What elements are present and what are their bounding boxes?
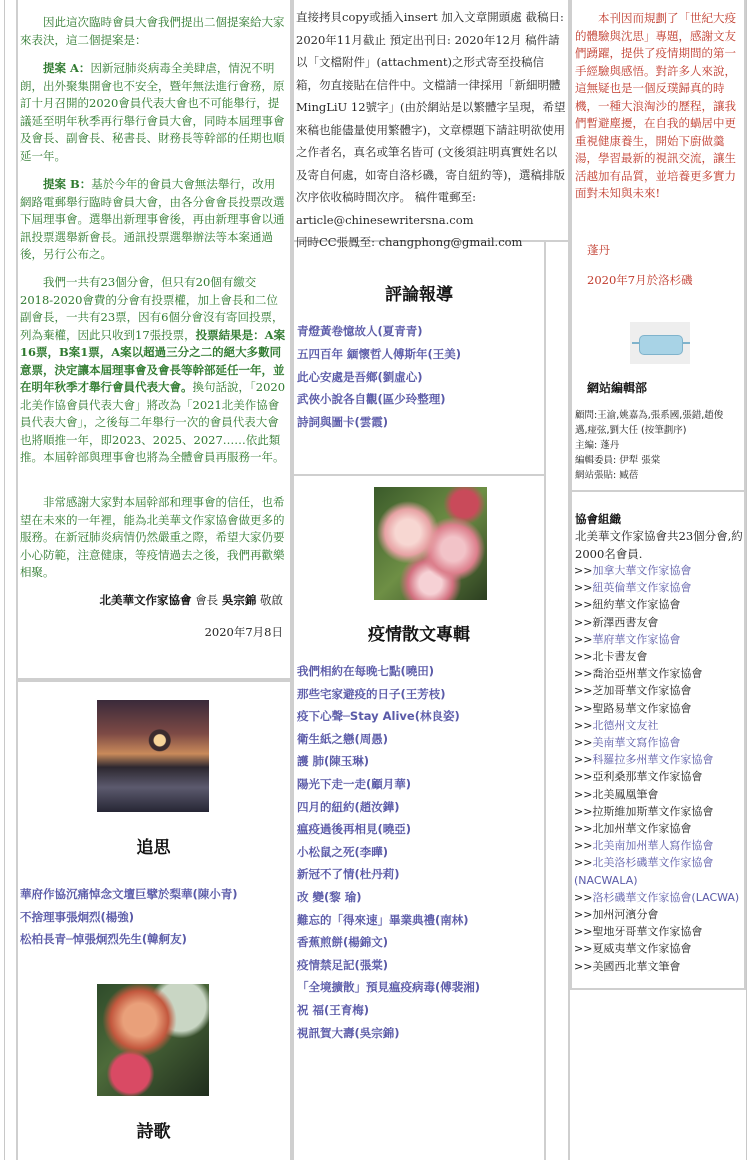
staff-line: 主編: 蓬丹 xyxy=(575,440,620,451)
epidemic-link[interactable]: 小松鼠之死(李曄) xyxy=(297,844,389,859)
vote-intro: 我們一共有23個分會，但只有20個有繳交2018-2020會費的分會有投票權，加上會長和二位副會長，一共有23票，因有6個分會沒有寄回投票，列為棄權，因此只收到17張投票， xyxy=(20,275,284,342)
epidemic-link[interactable]: 改 變(黎 瑜) xyxy=(297,889,362,904)
epidemic-link[interactable]: 「全境擴散」預見瘟疫病毒(傅裴湘) xyxy=(297,980,481,995)
review-link[interactable]: 武俠小說各自觀(區少玲整理) xyxy=(297,392,446,407)
gutter-box xyxy=(545,240,570,1160)
flower-image[interactable] xyxy=(374,487,487,600)
memorial-links xyxy=(20,886,238,954)
memorial-link[interactable]: 松柏長青─悼張炯烈先生(韓舸友) xyxy=(20,932,187,946)
epidemic-link[interactable]: 護 肺(陳玉琳) xyxy=(297,754,370,769)
staff-line: 編輯委員: 伊犁 張棠 xyxy=(575,455,661,466)
org-arrow: >> xyxy=(574,650,593,664)
org-name: 喬治亞州華文作家協會 xyxy=(592,667,703,681)
org-arrow: >> xyxy=(574,684,593,698)
submission-instructions: 直接拷貝copy或插入insert 加入文章開頭處 截稿日: 2020年11月截止 預定出刊日: 2020年12月 稿件請以「文檔附件」(attachment)之形式寄至投稿信箱，勿直接貼在信件中。文檔請一律採用「新細明體 MingLiU 12號字」(由於網站是以繁體字呈現，希望來稿也能儘量使用繁體字)，文章標題下請註明欲使用之作者名，真名或筆名皆可 (文後須註明真實姓名以及寄自何處，如寄自洛杉磯，寄自紐約等)，選稿排版次序依收稿時間次序。 稿件電郵至: article@chinesewritersna.com xyxy=(296,10,566,227)
intro-paragraph: 因此這次臨時會員大會我們提出二個提案給大家來表決，這二個提案是： xyxy=(20,15,285,47)
org-arrow: >> xyxy=(574,839,593,853)
org-title: 協會組織 xyxy=(575,512,621,526)
org-description: 北美華文作家協會共23個分會,約2000名會員. xyxy=(575,529,743,561)
org-name[interactable]: 加拿大華文作家協會 xyxy=(592,564,692,577)
org-item xyxy=(574,768,746,785)
org-item xyxy=(574,820,746,837)
proposal-b-text: 基於今年的會員大會無法舉行，改用網路電郵舉行臨時會員大會，由各分會會長投票改選下屆理事會。選舉出新理事會後，再由新理事會以通訊投票選舉新會長。通訊投票選舉辦法等本案通過後，另行公布之。 xyxy=(20,177,285,261)
review-links xyxy=(297,323,461,437)
org-item xyxy=(574,614,746,631)
org-item[interactable] xyxy=(574,734,746,751)
org-item xyxy=(574,786,746,803)
org-arrow: >> xyxy=(574,736,593,750)
epidemic-link[interactable]: 我們相約在每晚七點(曉田) xyxy=(297,664,435,678)
org-name: 聖路易華文作家協會 xyxy=(592,701,692,715)
org-name[interactable]: 紐英倫華文作家協會 xyxy=(592,581,692,595)
face-mask-image xyxy=(630,322,690,364)
signature-role: 會長 xyxy=(195,593,219,607)
vote-result: 投票結果是：A案16票，B案1票，A案以超過三分之二的絕大多數同意票，決定讓本屆理事會及會長等幹部延任一年，並在明年秋季才舉行會員代表大會。 xyxy=(20,327,286,394)
signature-date: 2020年7月8日 xyxy=(204,625,283,639)
org-item xyxy=(574,940,746,957)
pomegranate-image[interactable] xyxy=(97,984,209,1096)
memorial-title: 追思 xyxy=(136,838,171,858)
org-item[interactable] xyxy=(574,751,746,768)
org-name: 夏威夷華文作家協會 xyxy=(592,942,692,956)
epidemic-link[interactable]: 祝 福(王育梅) xyxy=(297,1002,370,1017)
org-arrow: >> xyxy=(574,822,593,836)
org-item xyxy=(574,682,746,699)
epidemic-link[interactable]: 衛生紙之戀(周愚) xyxy=(297,731,389,746)
epidemic-link[interactable]: 視訊賀大壽(吳宗錦) xyxy=(297,1025,400,1040)
memorial-link[interactable]: 不捨理事張炯烈(楊強) xyxy=(20,909,135,924)
org-item[interactable] xyxy=(574,889,746,906)
signature xyxy=(100,592,283,608)
org-arrow: >> xyxy=(574,770,593,784)
epidemic-link[interactable]: 新冠不了情(杜丹莉) xyxy=(297,867,400,882)
org-name: 加州河濱分會 xyxy=(592,908,659,922)
org-arrow: >> xyxy=(574,804,593,818)
face-mask-icon xyxy=(639,335,683,355)
org-item[interactable] xyxy=(574,562,746,579)
proposal-a-paragraph xyxy=(20,60,286,165)
proposal-a-label: 提案 A： xyxy=(43,61,91,75)
epidemic-link[interactable]: 四月的紐約(趙汝鏵) xyxy=(297,799,400,814)
poetry-title: 詩歌 xyxy=(136,1122,171,1142)
org-arrow: >> xyxy=(574,908,593,922)
org-item xyxy=(574,700,746,717)
org-item xyxy=(574,923,746,940)
org-item[interactable] xyxy=(574,854,746,888)
org-name: 拉斯維加斯華文作家協會 xyxy=(592,804,714,818)
review-title: 評論報導 xyxy=(385,285,453,305)
org-name[interactable]: 北美洛杉磯華文作家協會(NACWALA) xyxy=(574,856,714,887)
org-name[interactable]: 華府華文作家協會 xyxy=(592,632,681,646)
org-arrow: >> xyxy=(574,667,593,681)
org-list xyxy=(574,562,746,975)
vote-result-paragraph xyxy=(20,274,286,467)
editor-signature: 蓬丹 xyxy=(587,243,610,257)
proposal-a-text: 因新冠肺炎病毒全美肆虐，情況不明朗，出外聚集開會也不安全，暨年無法進行會務，原訂十月召開的2020會員代表大會也不可能舉行，提議延至明年秋季再行舉行會員大會，同時本屆理事會及會長、副會長、秘書長、財務長等幹部的任期也順延一年。 xyxy=(20,61,285,163)
announcement-column xyxy=(16,0,291,1160)
org-arrow: >> xyxy=(574,632,593,646)
org-arrow: >> xyxy=(574,959,593,973)
org-item xyxy=(574,958,746,975)
org-arrow: >> xyxy=(574,942,593,956)
epidemic-links xyxy=(297,663,480,1047)
memorial-link[interactable]: 華府作協沉痛悼念文壇巨擘於梨華(陳小青) xyxy=(20,887,238,901)
org-item xyxy=(574,803,746,820)
org-arrow: >> xyxy=(574,701,593,715)
org-name[interactable]: 北美南加州華人寫作協會 xyxy=(592,839,714,853)
org-name: 北美鳳凰筆會 xyxy=(592,787,659,801)
epidemic-link[interactable]: 瘟疫過後再相見(曉亞) xyxy=(297,822,412,837)
review-link[interactable]: 青燈黃卷憶故人(夏青青) xyxy=(297,324,423,338)
eclipse-image[interactable] xyxy=(97,700,209,812)
review-link[interactable]: 此心安處是吾鄉(劉虛心) xyxy=(297,369,423,384)
cc-text: 同時CC張鳳至: changphong@gmail.com xyxy=(296,235,523,249)
staff-line: 網站張貼: 臧蓓 xyxy=(575,470,639,481)
epidemic-link[interactable]: 香蕉煎餅(楊錦文) xyxy=(297,935,389,950)
org-name[interactable]: 科羅拉多州華文作家協會 xyxy=(592,753,714,767)
org-arrow: >> xyxy=(574,564,593,577)
org-arrow: >> xyxy=(574,718,593,732)
org-arrow: >> xyxy=(574,598,593,612)
org-item[interactable] xyxy=(574,579,746,596)
epidemic-link[interactable]: 難忘的「得來速」畢業典禮(南林) xyxy=(297,912,469,927)
org-name: 北加州華文作家協會 xyxy=(592,822,692,836)
staff-title: 網站編輯部 xyxy=(587,381,648,395)
org-name: 聖地牙哥華文作家協會 xyxy=(592,925,703,939)
signature-name: 吳宗錦 xyxy=(221,593,257,607)
org-arrow: >> xyxy=(574,890,593,904)
org-arrow: >> xyxy=(574,925,593,939)
org-name: 新澤西書友會 xyxy=(592,615,659,629)
org-item[interactable] xyxy=(574,837,746,854)
signature-org: 北美華文作家協會 xyxy=(99,593,192,607)
epidemic-link[interactable]: 那些宅家避疫的日子(王芳枝) xyxy=(297,686,446,701)
org-name: 美國西北華文筆會 xyxy=(592,959,681,973)
submission-text xyxy=(296,6,566,254)
org-name: 亞利桑那華文作家協會 xyxy=(592,770,703,784)
thanks-paragraph: 非常感謝大家對本屆幹部和理事會的信任，也希望在未來的一年裡，能為北美華文作家協會做更多的服務。在新冠肺炎病情仍然嚴重之際，希望大家仍要小心防範，注意健康，等疫情過去之後，我們再歡樂相聚。 xyxy=(20,495,285,579)
epidemic-link[interactable]: 疫下心聲─Stay Alive(林良姿) xyxy=(297,709,460,724)
staff-line: 顧問:王渝,姚嘉為,張系國,張錯,趙俊 xyxy=(575,410,724,421)
epidemic-title: 疫情散文專輯 xyxy=(368,625,470,645)
org-item xyxy=(574,906,746,923)
org-arrow: >> xyxy=(574,615,593,629)
org-item xyxy=(574,648,746,665)
review-link[interactable]: 詩詞與圖卡(雲霞) xyxy=(297,415,389,430)
editor-date: 2020年7月於洛杉磯 xyxy=(587,273,693,287)
org-name[interactable]: 美南華文寫作協會 xyxy=(592,736,681,750)
staff-line: 邁,痖弦,劉大任 (按筆劃序) xyxy=(575,425,687,436)
editorial-text: 本刊因而規劃了「世紀大疫的體驗與沈思」專題，感謝文友們踴躍，提供了疫情期間的第一手經驗與感悟。對許多人來說，這無疑也是一個反璞歸真的時機，一種大浪淘沙的歷程，讓我們暫避塵擾，在自我的蝸居中更重視健康養生，開始下廚做羹湯，學習最新的視訊交流，讓生活越加有品質，並培養更多實力面對未知與未來! xyxy=(575,11,736,200)
org-name[interactable]: 北德州文友社 xyxy=(592,718,659,732)
org-arrow: >> xyxy=(574,787,593,801)
signature-end: 敬啟 xyxy=(260,593,283,607)
org-item xyxy=(574,665,746,682)
org-name[interactable]: 洛杉磯華文作家協會(LACWA) xyxy=(592,890,740,904)
org-name: 紐約華文作家協會 xyxy=(592,598,681,612)
org-name: 芝加哥華文作家協會 xyxy=(592,684,692,698)
org-item xyxy=(574,596,746,613)
org-name: 北卡書友會 xyxy=(592,650,648,664)
org-arrow: >> xyxy=(574,856,593,870)
vote-explain: 換句話說，「2020北美作協會員代表大會」將改為「2021北美作協會員代表大會」，之後每二年舉行一次的會員代表大會也將順推一年，即2023、2025、2027……依此類推。本屆幹部與理事會也將為全體會員再服務一年。 xyxy=(20,380,286,464)
org-arrow: >> xyxy=(574,753,593,767)
review-link[interactable]: 五四百年 緬懷哲人傅斯年(王美) xyxy=(297,346,462,361)
epidemic-link[interactable]: 陽光下走一走(顧月華) xyxy=(297,776,412,791)
org-arrow: >> xyxy=(574,581,593,595)
epidemic-link[interactable]: 疫情禁足記(張棠) xyxy=(297,957,389,972)
proposal-b-label: 提案 B： xyxy=(43,177,92,191)
org-item[interactable] xyxy=(574,631,746,648)
staff-list xyxy=(575,408,743,483)
org-item[interactable] xyxy=(574,717,746,734)
proposal-b-paragraph xyxy=(20,176,286,264)
